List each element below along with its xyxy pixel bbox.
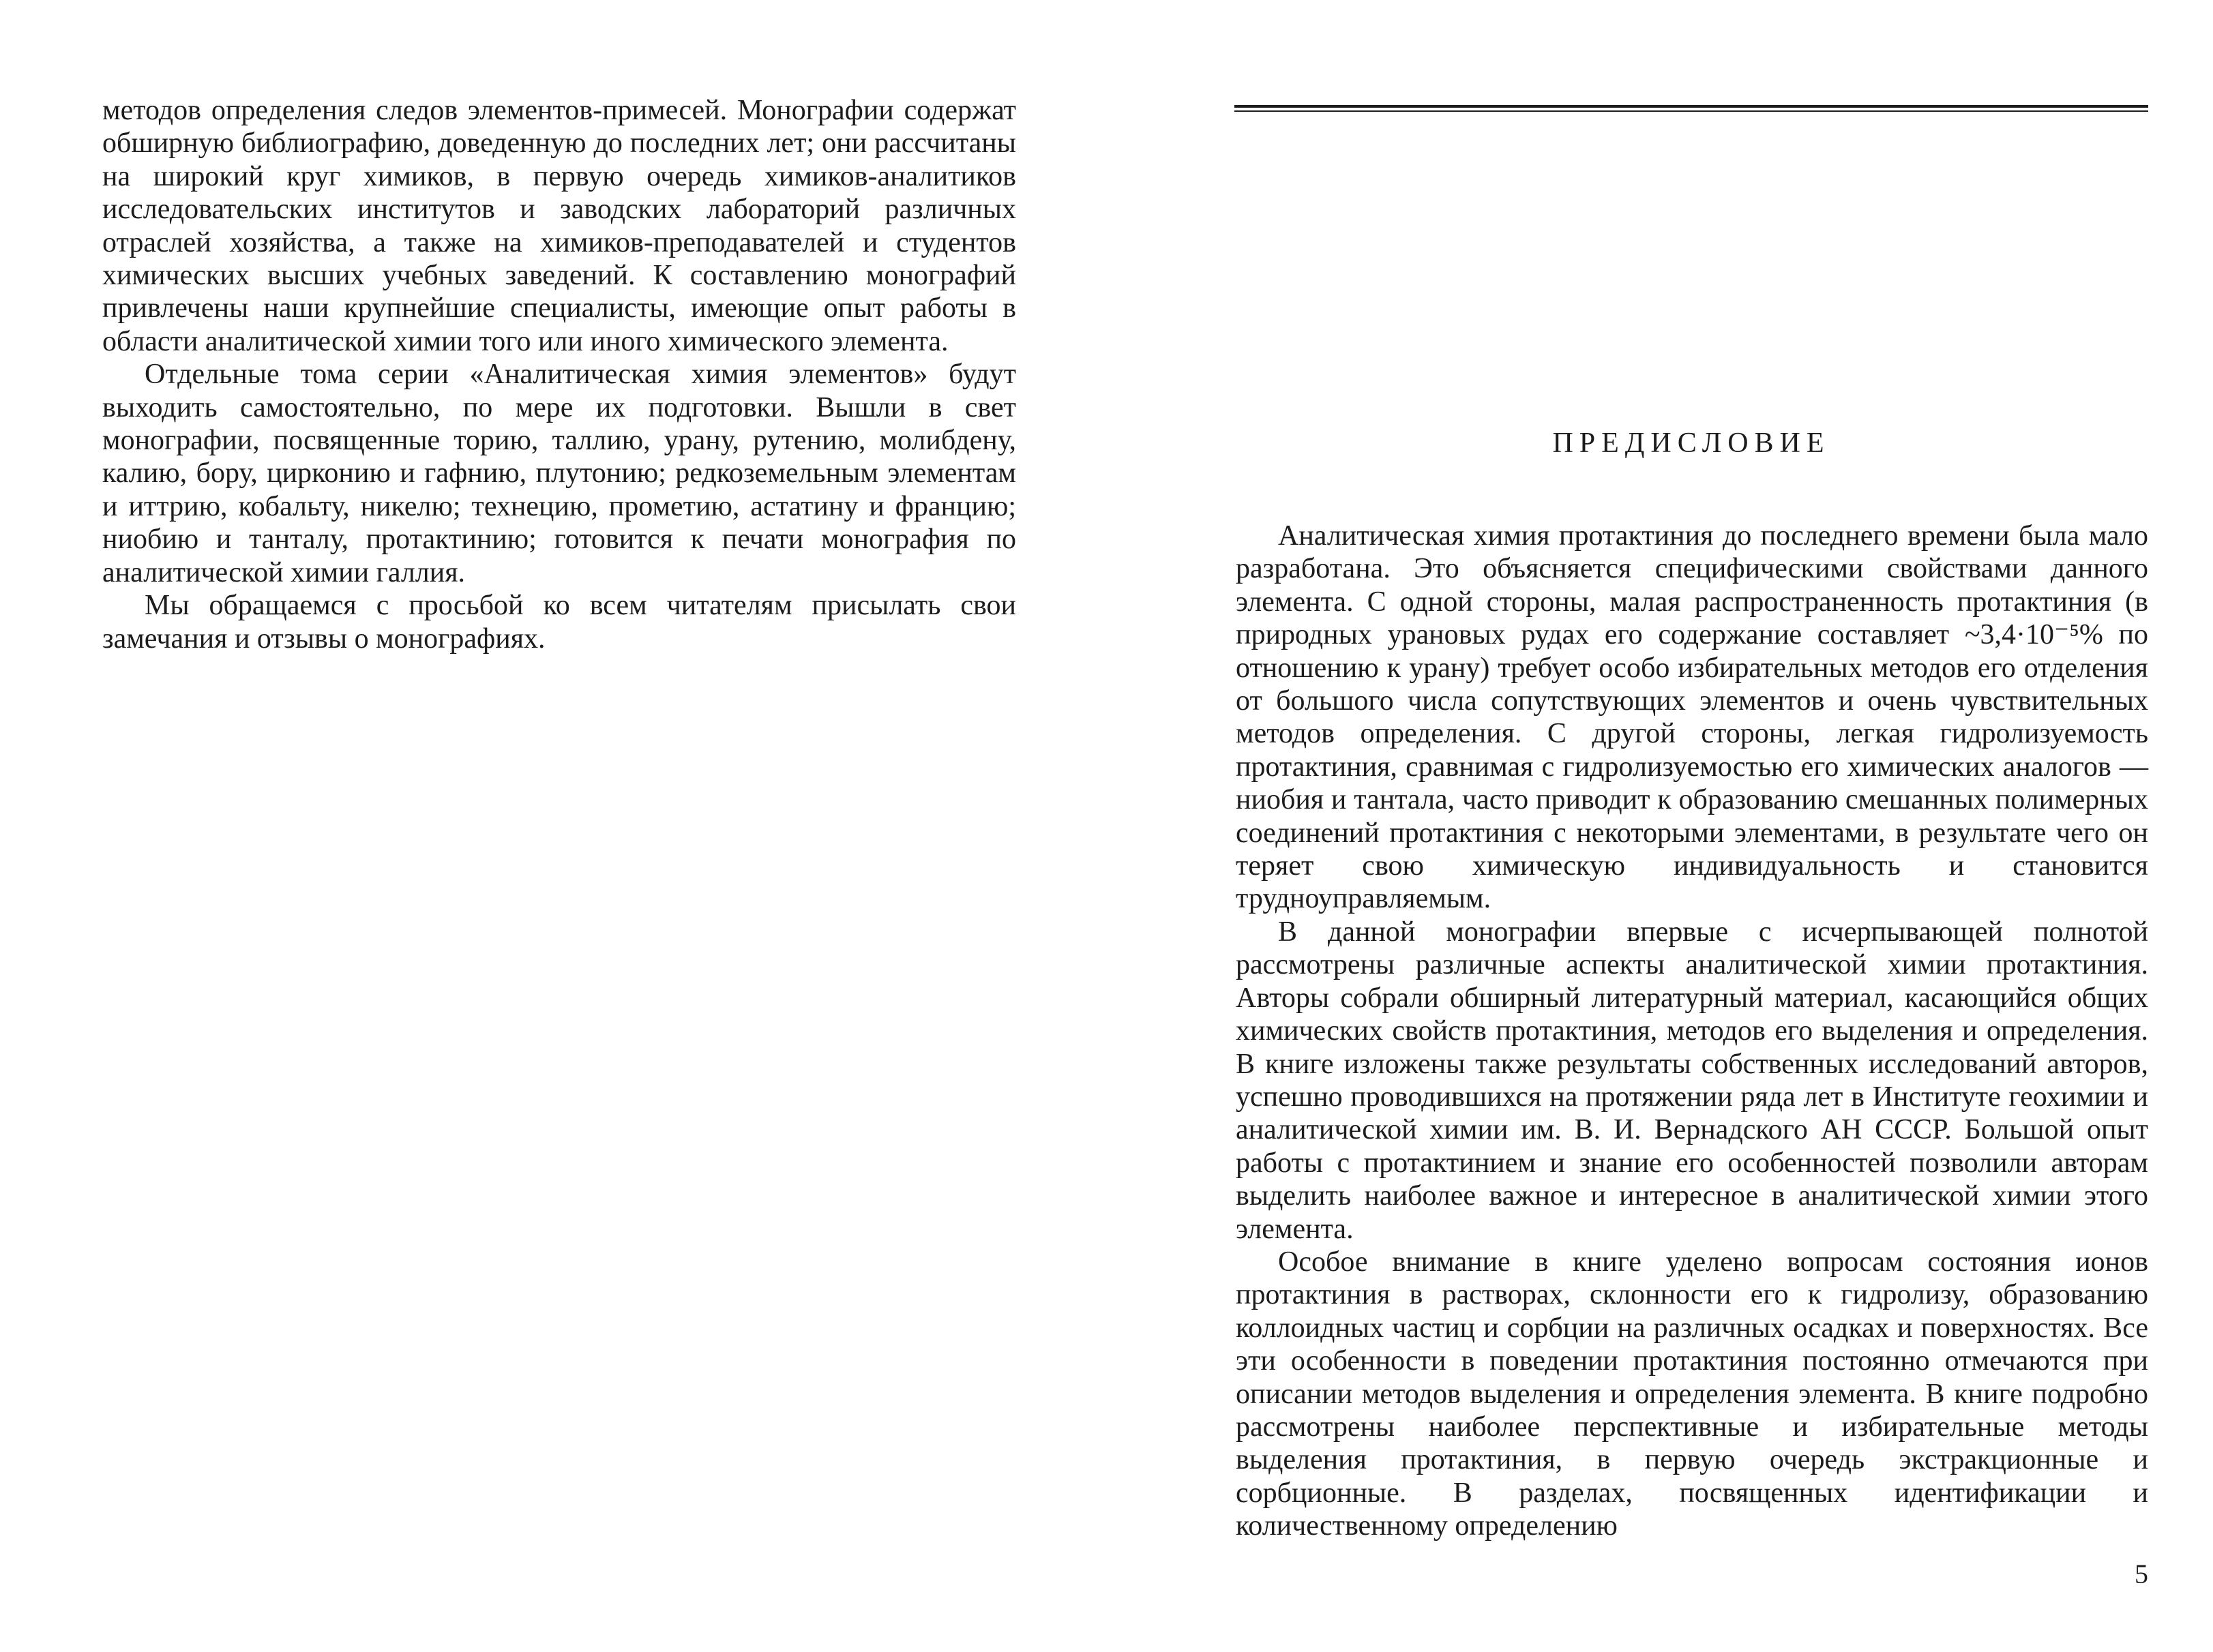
page-number: 5	[2135, 1559, 2148, 1589]
right-paragraph-3: Особое внимание в книге уделено вопросам состояния ионов протактиния в растворах, склонности его к гидролизу, образованию коллоидных частиц и сорбции на различных осадках и поверхностях. Все эти особенности в поведении протактиния постоянно отмечаются при описании методов выделения и определения элемента. В книге подробно рассмотрены наиболее перспективные и избирательные методы выделения протактиния, в первую очередь экстракционные и сорбционные. В разделах, посвященных идентификации и количественному определению	[1236, 1246, 2148, 1542]
right-paragraph-1: Аналитическая химия протактиния до последнего времени была мало разработана. Это объясняется специфическими свойствами данного элемента. С одной стороны, малая распространенность протактиния (в природных урановых рудах его содержание составляет ~3,4·10⁻⁵% по отношению к урану) требует особо избирательных методов его отделения от большого числа сопутствующих элементов и очень чувствительных методов определения. С другой стороны, легкая гидролизуемость протактиния, сравнимая с гидролизуемостью его химических аналогов — ниобия и тантала, часто приводит к образованию смешанных полимерных соединений протактиния с некоторыми элементами, в результате чего он теряет свою химическую индивидуальность и становится трудноуправляемым.	[1236, 520, 2148, 915]
left-paragraph-3: Мы обращаемся с просьбой ко всем читателям присылать свои замечания и отзывы о монографиях.	[102, 590, 1016, 655]
left-paragraph-2: Отдельные тома серии «Аналитическая химия элементов» будут выходить самостоятельно, по мере их подготовки. Вышли в свет монографии, посвященные торию, таллию, урану, рутению, молибдену, калию, бору, цирконию и гафнию, плутонию; редкоземельным элементам и иттрию, кобальту, никелю; технецию, прометию, астатину и францию; ниобию и танталу, протактинию; готовится к печати монография по аналитической химии галлия.	[102, 359, 1016, 588]
right-page	[1106, 0, 2213, 1652]
left-page-text	[102, 94, 1016, 655]
left-paragraph-1: методов определения следов элементов-примесей. Монографии содержат обширную библиографию, доведенную до последних лет; они рассчитаны на широкий круг химиков, в первую очередь химиков-аналитиков исследовательских институтов и заводских лабораторий различных отраслей хозяйства, а также на химиков-преподавателей и студентов химических высших учебных заведений. К составлению монографий привлечены наши крупнейшие специалисты, имеющие опыт работы в области аналитической химии того или иного химического элемента.	[102, 95, 1016, 357]
top-double-rule	[1234, 105, 2148, 112]
right-paragraph-2: В данной монографии впервые с исчерпывающей полнотой рассмотрены различные аспекты аналитической химии протактиния. Авторы собрали обширный литературный материал, касающийся общих химических свойств протактиния, методов его выделения и определения. В книге изложены также результаты собственных исследований авторов, успешно проводившихся на протяжении ряда лет в Институте геохимии и аналитической химии им. В. И. Вернадского АН СССР. Большой опыт работы с протактинием и знание его особенностей позволили авторам выделить наиболее важное и интересное в аналитической химии этого элемента.	[1236, 916, 2148, 1245]
page-title: ПРЕДИСЛОВИЕ	[1552, 427, 1830, 459]
right-page-text	[1236, 520, 2148, 1543]
left-page	[0, 0, 1106, 1652]
